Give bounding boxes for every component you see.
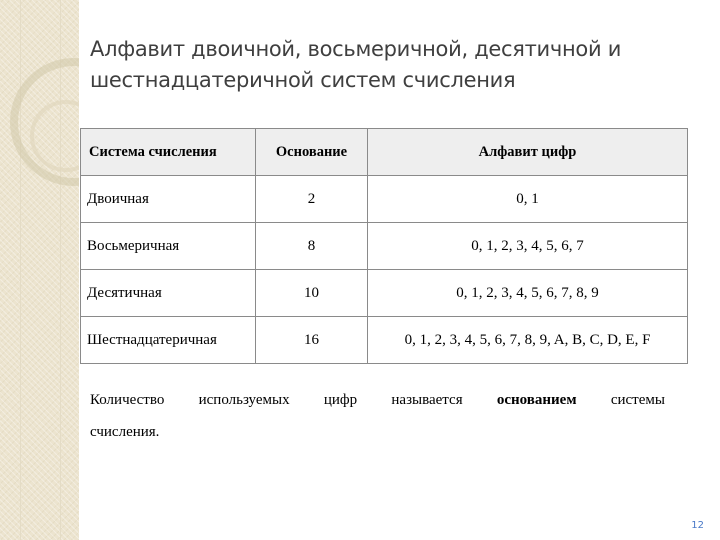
definition-note: [90, 384, 665, 448]
cell-base: 2: [256, 176, 368, 223]
note-word: цифр: [323, 392, 358, 408]
table-row: [81, 317, 688, 364]
note-line-1: [90, 384, 665, 416]
cell-system: Шестнадцатеричная: [81, 317, 256, 364]
table-row: [81, 176, 688, 223]
note-word: используемых: [198, 392, 290, 408]
note-term-base: основанием: [496, 392, 577, 408]
cell-alphabet: 0, 1, 2, 3, 4, 5, 6, 7, 8, 9, A, B, C, D, E, F: [368, 317, 688, 364]
header-system: Система счисления: [81, 129, 256, 176]
note-line-2: счисления.: [90, 424, 160, 440]
band-stripe: [20, 0, 21, 540]
table-row: [81, 270, 688, 317]
note-word: называется: [391, 392, 463, 408]
slide-title: [90, 34, 700, 96]
number-systems-table: [80, 128, 688, 364]
title-line-1: Алфавит двоичной, восьмеричной, десятичной и: [90, 37, 622, 61]
cell-base: 16: [256, 317, 368, 364]
cell-system: Восьмеричная: [81, 223, 256, 270]
note-word: системы: [610, 392, 665, 408]
header-base: Основание: [256, 129, 368, 176]
table-header-row: [81, 129, 688, 176]
header-alphabet: Алфавит цифр: [368, 129, 688, 176]
note-word: Количество: [90, 392, 165, 408]
cell-alphabet: 0, 1, 2, 3, 4, 5, 6, 7, 8, 9: [368, 270, 688, 317]
table-row: [81, 223, 688, 270]
cell-alphabet: 0, 1, 2, 3, 4, 5, 6, 7: [368, 223, 688, 270]
cell-base: 10: [256, 270, 368, 317]
cell-system: Двоичная: [81, 176, 256, 223]
cell-alphabet: 0, 1: [368, 176, 688, 223]
cell-base: 8: [256, 223, 368, 270]
page-number: 12: [691, 520, 704, 531]
title-line-2: шестнадцатеричной систем счисления: [90, 68, 516, 92]
cell-system: Десятичная: [81, 270, 256, 317]
